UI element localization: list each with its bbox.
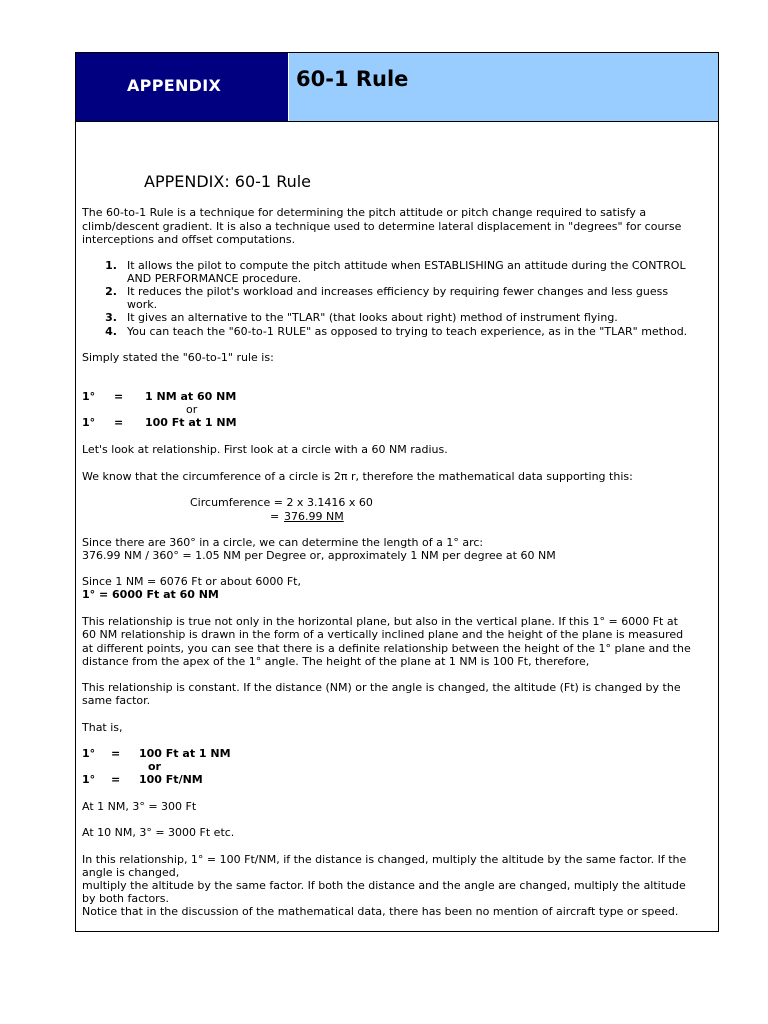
relationship-intro: Let's look at relationship. First look at a circle with a 60 NM radius. xyxy=(82,443,448,456)
rule-value: 100 Ft at 1 NM xyxy=(139,747,231,760)
rule-equals: = xyxy=(111,773,121,786)
final-paragraph: Notice that in the discussion of the mathematical data, there has been no mention of aircraft type or speed. xyxy=(82,905,679,918)
rule-degree: 1° xyxy=(82,416,96,429)
relationship-paragraph: at different points, you can see that there is a definite relationship between the height of the 1° plane and the xyxy=(82,642,691,655)
final-paragraph: multiply the altitude by the same factor. If both the distance and the angle are changed, multiply the altitude xyxy=(82,879,686,892)
list-number: 1. xyxy=(105,259,117,272)
rule-degree: 1° xyxy=(82,390,96,403)
feet-conversion: Since 1 NM = 6076 Ft or about 6000 Ft, xyxy=(82,575,301,588)
circumference-formula: Circumference = 2 x 3.1416 x 60 xyxy=(190,496,373,509)
rule-degree: 1° xyxy=(82,747,96,760)
constant-paragraph: This relationship is constant. If the distance (NM) or the angle is changed, the altitude (Ft) is changed by the xyxy=(82,681,681,694)
constant-paragraph: same factor. xyxy=(82,694,151,707)
header-divider xyxy=(76,121,718,122)
rule-value: 100 Ft/NM xyxy=(139,773,203,786)
rule-value: 1 NM at 60 NM xyxy=(145,390,237,403)
example-1nm: At 1 NM, 3° = 300 Ft xyxy=(82,800,197,813)
list-item-text: It reduces the pilot's workload and increases efficiency by requiring fewer changes and less guess xyxy=(127,285,669,298)
list-item-text: It gives an alternative to the "TLAR" (that looks about right) method of instrument flying. xyxy=(127,311,618,324)
header-title-block xyxy=(289,53,718,122)
final-paragraph: by both factors. xyxy=(82,892,169,905)
intro-line: The 60-to-1 Rule is a technique for determining the pitch attitude or pitch change required to satisfy a xyxy=(82,206,647,219)
rule-equals: = xyxy=(114,416,124,429)
intro-line: interceptions and offset computations. xyxy=(82,233,296,246)
simply-stated-text: Simply stated the "60-to-1" rule is: xyxy=(82,351,274,364)
rule-equals: = xyxy=(111,747,121,760)
arc-explanation: Since there are 360° in a circle, we can determine the length of a 1° arc: xyxy=(82,536,484,549)
relationship-paragraph: 60 NM relationship is drawn in the form of a vertically inclined plane and the height of the plane is measured xyxy=(82,628,684,641)
list-number: 3. xyxy=(105,311,117,324)
intro-line: climb/descent gradient. It is also a technique used to determine lateral displacement in "degrees" for course xyxy=(82,220,682,233)
relationship-paragraph: This relationship is true not only in the horizontal plane, but also in the vertical plane. If this 1° = 6000 Ft at xyxy=(82,615,678,628)
rule-value: 100 Ft at 1 NM xyxy=(145,416,237,429)
arc-explanation: 376.99 NM / 360° = 1.05 NM per Degree or, approximately 1 NM per degree at 60 NM xyxy=(82,549,556,562)
rule-or: or xyxy=(148,760,161,773)
example-10nm: At 10 NM, 3° = 3000 Ft etc. xyxy=(82,826,235,839)
relationship-paragraph: distance from the apex of the 1° angle. The height of the plane at 1 NM is 100 Ft, therefore, xyxy=(82,655,590,668)
that-is-text: That is, xyxy=(82,721,123,734)
list-item-text: AND PERFORMANCE procedure. xyxy=(127,272,302,285)
final-paragraph: In this relationship, 1° = 100 Ft/NM, if the distance is changed, multiply the altitude by the same factor. If the xyxy=(82,853,687,866)
list-item-text: work. xyxy=(127,298,158,311)
rule-or: or xyxy=(186,403,198,416)
list-item-text: You can teach the "60-to-1 RULE" as opposed to trying to teach experience, as in the "TLAR" method. xyxy=(127,325,688,338)
final-paragraph: angle is changed, xyxy=(82,866,180,879)
header-appendix-block xyxy=(76,53,288,122)
document-title: APPENDIX: 60-1 Rule xyxy=(144,172,312,191)
list-number: 4. xyxy=(105,325,117,338)
circumference-value: 376.99 NM xyxy=(284,510,344,523)
circumference-intro: We know that the circumference of a circle is 2π r, therefore the mathematical data supporting this: xyxy=(82,470,633,483)
rule-degree: 1° xyxy=(82,773,96,786)
header-appendix-label: APPENDIX xyxy=(127,76,222,95)
rule-equals: = xyxy=(114,390,124,403)
list-number: 2. xyxy=(105,285,117,298)
feet-conversion-bold: 1° = 6000 Ft at 60 NM xyxy=(82,588,219,601)
circumference-equals: = xyxy=(270,510,280,523)
header-title: 60-1 Rule xyxy=(296,67,409,91)
list-item-text: It allows the pilot to compute the pitch attitude when ESTABLISHING an attitude during the CONTROL xyxy=(127,259,686,272)
